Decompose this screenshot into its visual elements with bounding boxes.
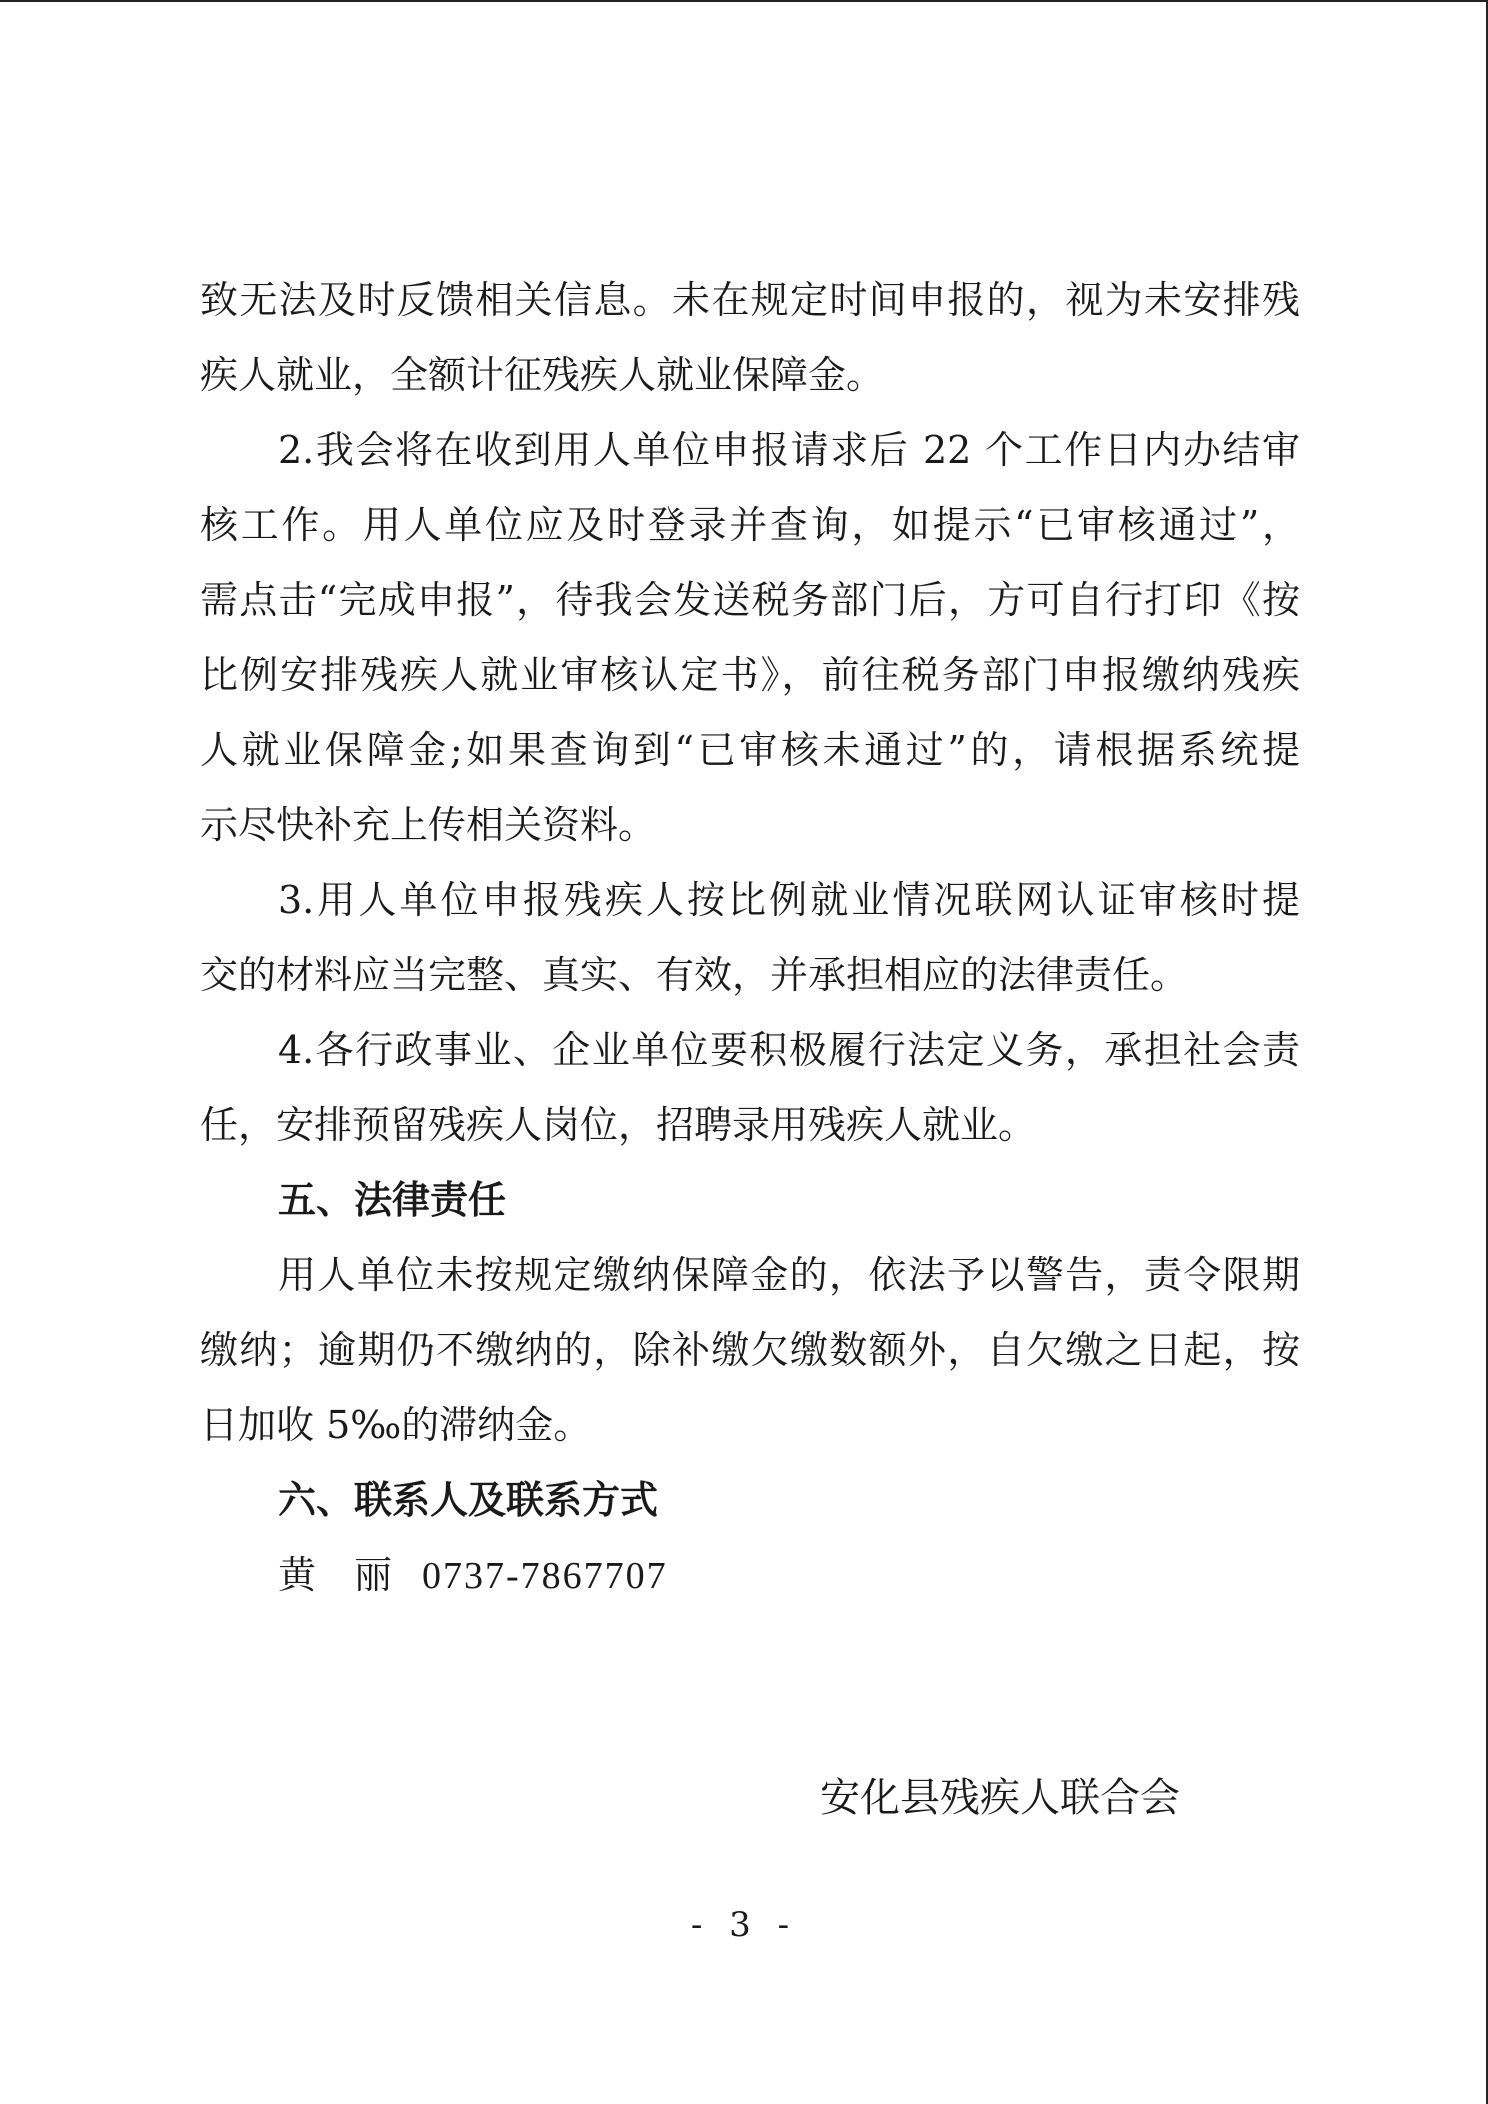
text-line: 致无法及时反馈相关信息。未在规定时间申报的，视为未安排残 <box>200 278 1300 322</box>
contact-line <box>278 1550 668 1600</box>
text-line: 4.各行政事业、企业单位要积极履行法定义务，承担社会责 <box>278 1028 1300 1072</box>
text-line: 2.我会将在收到用人单位申报请求后 22 个工作日内办结审 <box>278 428 1300 472</box>
text-line: 示尽快补充上传相关资料。 <box>200 803 657 847</box>
text-line: 3.用人单位申报残疾人按比例就业情况联网认证审核时提 <box>278 878 1300 922</box>
issuer-signature: 安化县残疾人联合会 <box>820 1775 1180 1821</box>
text-line: 交的材料应当完整、真实、有效，并承担相应的法律责任。 <box>200 953 1189 997</box>
text-line: 疾人就业，全额计征残疾人就业保障金。 <box>200 353 885 397</box>
text-line: 日加收 5‰的滞纳金。 <box>200 1403 592 1447</box>
page-number: - 3 - <box>690 1905 798 1945</box>
text-line: 核工作。用人单位应及时登录并查询，如提示“已审核通过”， <box>200 503 1300 547</box>
text-line: 比例安排残疾人就业审核认定书》，前往税务部门申报缴纳残疾 <box>200 653 1300 697</box>
text-line: 缴纳；逾期仍不缴纳的，除补缴欠缴数额外，自欠缴之日起，按 <box>200 1328 1300 1372</box>
text-line: 任，安排预留残疾人岗位，招聘录用残疾人就业。 <box>200 1103 1037 1147</box>
contact-phone: 0737-7867707 <box>422 1555 668 1597</box>
section-heading-legal-liability: 五、法律责任 <box>278 1178 507 1222</box>
contact-name: 黄 丽 <box>278 1553 393 1597</box>
text-line: 需点击“完成申报”，待我会发送税务部门后，方可自行打印《按 <box>200 578 1300 622</box>
text-line: 人就业保障金;如果查询到“已审核未通过”的，请根据系统提 <box>200 728 1300 772</box>
section-heading-contact: 六、联系人及联系方式 <box>278 1478 659 1522</box>
text-line: 用人单位未按规定缴纳保障金的，依法予以警告，责令限期 <box>278 1253 1300 1297</box>
